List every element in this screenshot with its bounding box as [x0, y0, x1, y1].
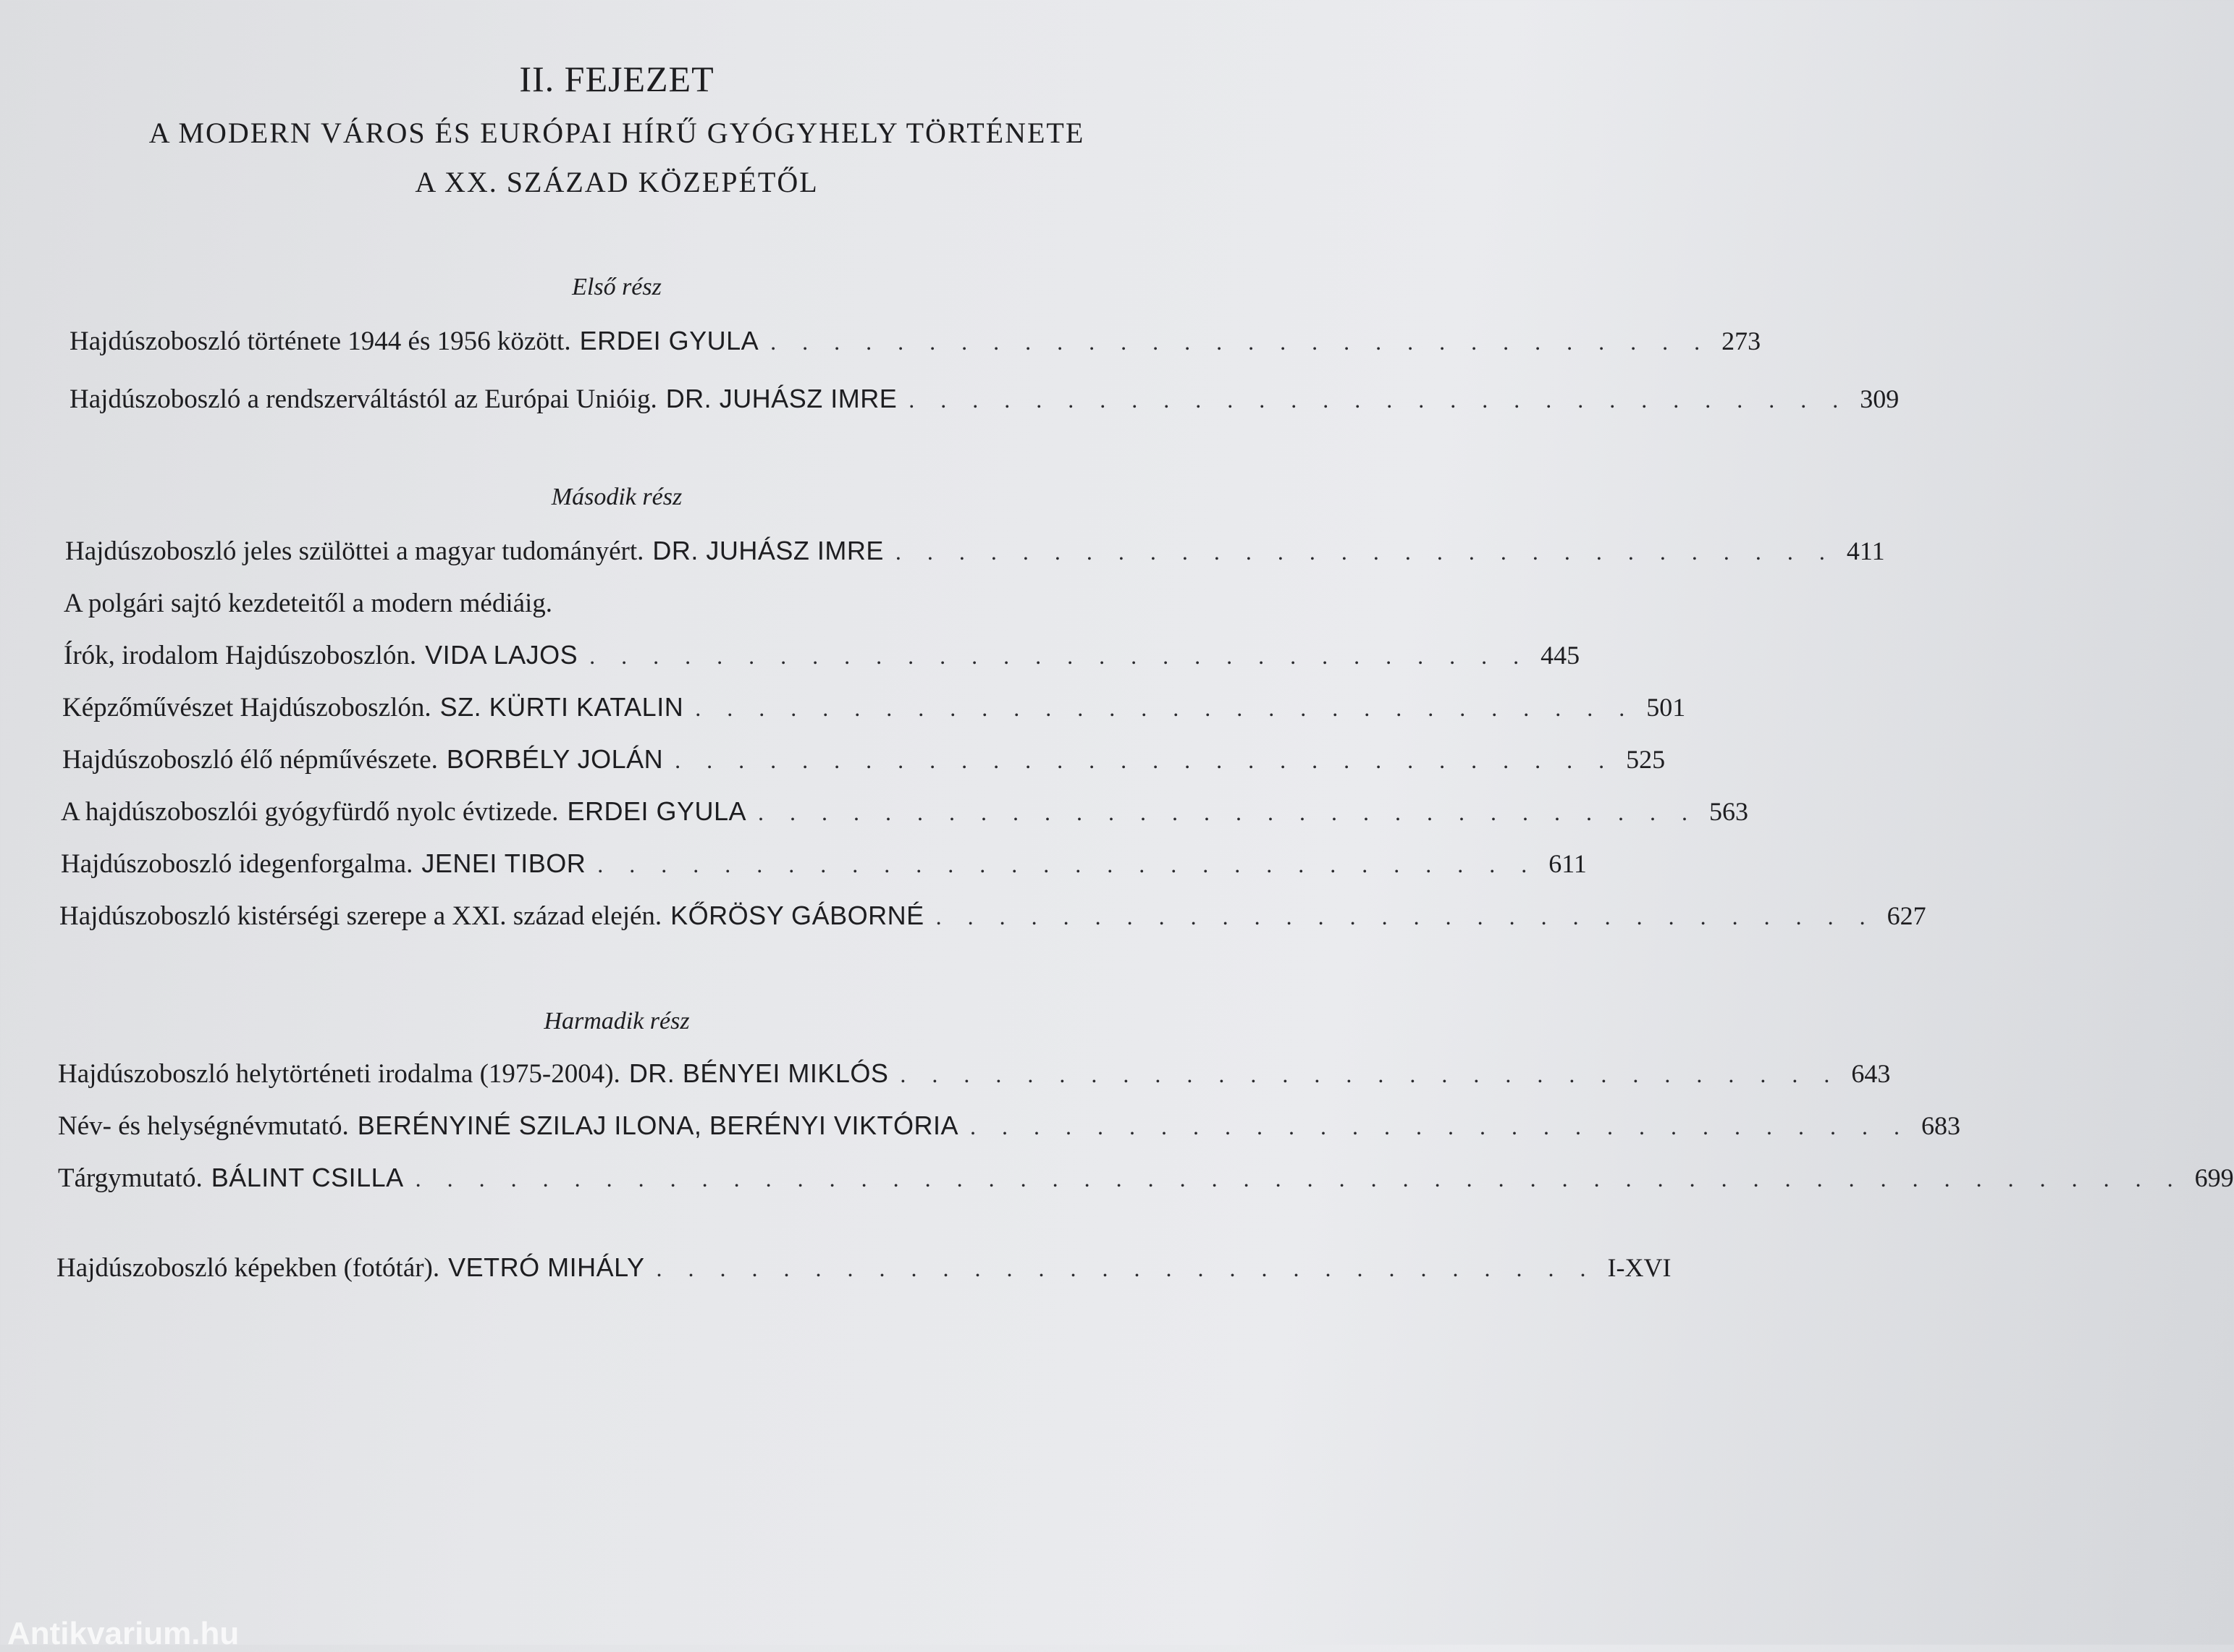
entry-author: VETRÓ MIHÁLY — [448, 1252, 645, 1282]
watermark: Antikvarium.hu — [7, 1616, 240, 1651]
entry-title: Név- és helységnévmutató. — [58, 1111, 349, 1141]
toc-entry[interactable] — [69, 384, 1900, 427]
toc-entry[interactable] — [61, 848, 1587, 892]
dot-leader: . . . . . . . . . . . . . . . . . . . . . . . . . . . . . . — [895, 539, 1835, 565]
dot-leader: . . . . . . . . . . . . . . . . . . . . . . . . . . . . . . — [597, 851, 1538, 877]
toc-entry[interactable] — [58, 1058, 1891, 1102]
toc-entry[interactable] — [59, 901, 1926, 944]
entry-author: ERDEI GYULA — [579, 326, 759, 355]
entry-title: Hajdúszoboszló képekben (fotótár). — [56, 1253, 440, 1283]
dot-leader: . . . . . . . . . . . . . . . . . . . . . . . . . . . . . . — [969, 1113, 1910, 1139]
entry-title: Hajdúszoboszló idegenforgalma. — [61, 849, 413, 879]
entry-page: 309 — [1860, 384, 1900, 413]
toc-entry[interactable] — [69, 326, 1761, 369]
entry-page: 611 — [1548, 849, 1587, 878]
entry-author: SZ. KÜRTI KATALIN — [439, 692, 684, 722]
entry-page: 273 — [1721, 326, 1761, 355]
toc-entry[interactable] — [56, 1252, 1672, 1296]
dot-leader: . . . . . . . . . . . . . . . . . . . . . . . . . . . . . . . . . . . . . . . . . . . . . . . . . . . . . . . . — [415, 1166, 2183, 1192]
toc-entry[interactable] — [64, 588, 1164, 631]
entry-title: Írók, irodalom Hajdúszoboszlón. — [64, 641, 417, 670]
dot-leader: . . . . . . . . . . . . . . . . . . . . . . . . . . . . . . — [675, 747, 1615, 773]
entry-title: Hajdúszoboszló élő népművészete. — [62, 745, 438, 775]
entry-page: 627 — [1887, 901, 1926, 930]
entry-author: DR. JUHÁSZ IMRE — [652, 536, 884, 565]
dot-leader: . . . . . . . . . . . . . . . . . . . . . . . . . . . . . . — [935, 903, 1876, 930]
entry-title: Tárgymutató. — [58, 1163, 203, 1193]
toc-entry[interactable] — [65, 536, 1885, 579]
entry-author: BERÉNYINÉ SZILAJ ILONA, BERÉNYI VIKTÓRIA — [357, 1111, 958, 1140]
entry-title: Hajdúszoboszló jeles szülöttei a magyar tudományért. — [65, 536, 644, 566]
part-heading-3: Harmadik rész — [544, 1008, 690, 1034]
entry-title: Képzőművészet Hajdúszoboszlón. — [62, 693, 431, 722]
dot-leader: . . . . . . . . . . . . . . . . . . . . . . . . . . . . . . — [758, 799, 1698, 825]
entry-page: 501 — [1646, 693, 1686, 722]
entry-author: JENEI TIBOR — [421, 848, 586, 878]
dot-leader: . . . . . . . . . . . . . . . . . . . . . . . . . . . . . . — [900, 1061, 1840, 1087]
entry-title: Hajdúszoboszló kistérségi szerepe a XXI. század elején. — [59, 901, 662, 931]
toc-entry[interactable] — [62, 744, 1666, 788]
entry-author: VIDA LAJOS — [425, 640, 578, 670]
part-heading-1: Első rész — [572, 274, 662, 300]
chapter-subtitle-line1: A MODERN VÁROS ÉS EURÓPAI HÍRŰ GYÓGYHELY TÖRTÉNETE — [148, 117, 1085, 149]
entry-page: 643 — [1851, 1059, 1891, 1088]
toc-entry[interactable] — [64, 640, 1580, 683]
entry-author: DR. JUHÁSZ IMRE — [665, 384, 898, 413]
entry-title: Hajdúszoboszló története 1944 és 1956 között. — [69, 326, 571, 356]
entry-page: I-XVI — [1607, 1253, 1672, 1282]
entry-author: ERDEI GYULA — [567, 796, 747, 826]
dot-leader: . . . . . . . . . . . . . . . . . . . . . . . . . . . . . . — [695, 695, 1635, 721]
chapter-heading: II. FEJEZET — [519, 59, 715, 99]
toc-entry[interactable] — [62, 692, 1686, 736]
entry-page: 699 — [2194, 1163, 2234, 1192]
entry-title: A hajdúszoboszlói gyógyfürdő nyolc évtizede. — [61, 797, 559, 827]
dot-leader: . . . . . . . . . . . . . . . . . . . . . . . . . . . . . . — [770, 329, 1711, 355]
dot-leader: . . . . . . . . . . . . . . . . . . . . . . . . . . . . . . — [656, 1255, 1596, 1281]
toc-entry[interactable] — [58, 1163, 2234, 1206]
dot-leader: . . . . . . . . . . . . . . . . . . . . . . . . . . . . . . — [909, 387, 1849, 413]
entry-author: DR. BÉNYEI MIKLÓS — [628, 1058, 889, 1088]
part-heading-2: Második rész — [551, 484, 683, 510]
toc-entry[interactable] — [58, 1111, 1960, 1154]
chapter-subtitle-line2: A XX. SZÁZAD KÖZEPÉTŐL — [415, 166, 819, 198]
entry-author: BORBÉLY JOLÁN — [446, 744, 664, 774]
entry-title: Hajdúszoboszló a rendszerváltástól az Európai Unióig. — [69, 384, 657, 414]
entry-page: 563 — [1709, 797, 1749, 826]
entry-author: KŐRÖSY GÁBORNÉ — [670, 901, 924, 930]
entry-title: A polgári sajtó kezdeteitől a modern médiáig. — [64, 589, 553, 618]
dot-leader: . . . . . . . . . . . . . . . . . . . . . . . . . . . . . . — [589, 643, 1530, 669]
entry-author: BÁLINT CSILLA — [211, 1163, 404, 1192]
entry-page: 411 — [1846, 536, 1885, 565]
entry-page: 445 — [1540, 641, 1580, 670]
entry-page: 683 — [1921, 1111, 1960, 1140]
entry-page: 525 — [1626, 745, 1666, 774]
entry-title: Hajdúszoboszló helytörténeti irodalma (1975-2004). — [58, 1059, 620, 1089]
toc-entry[interactable] — [61, 796, 1749, 840]
